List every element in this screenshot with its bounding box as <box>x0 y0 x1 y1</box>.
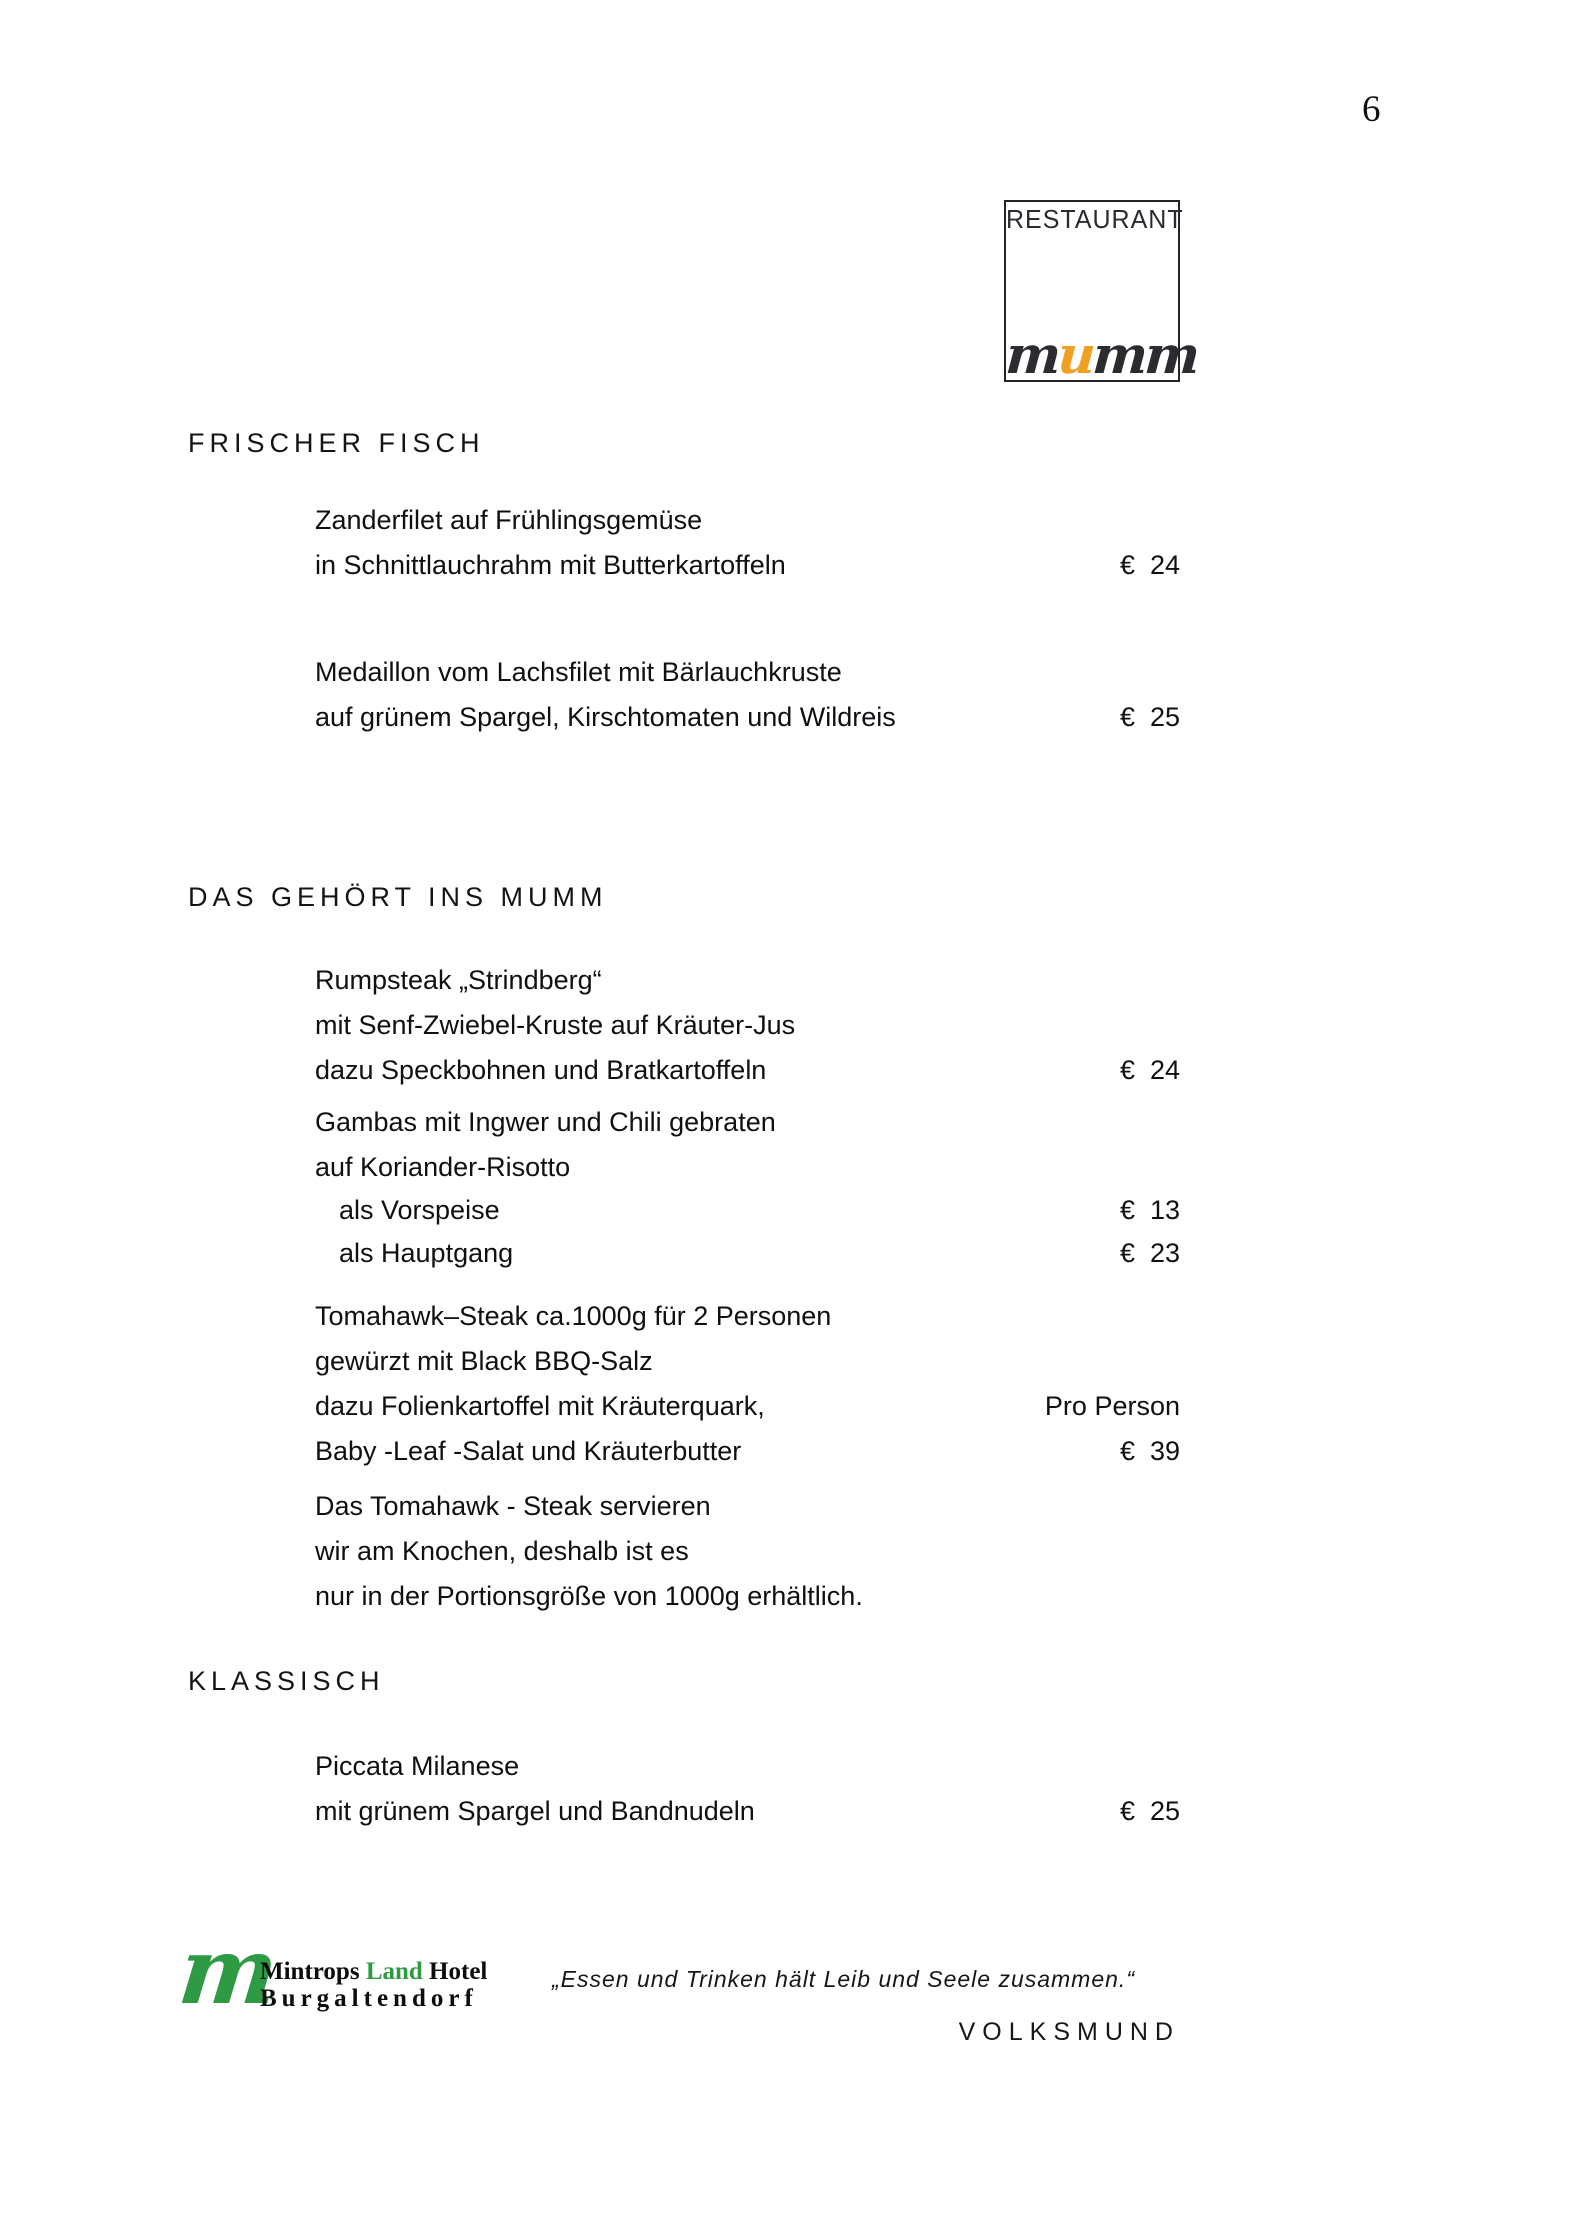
menu-item-line: auf grünem Spargel, Kirschtomaten und Wildreis <box>315 702 896 732</box>
logo-brand-post: mm <box>1090 325 1200 386</box>
section-title-das-gehoert-ins-mumm: DAS GEHÖRT INS MUMM <box>188 882 608 912</box>
menu-item-line: in Schnittlauchrahm mit Butterkartoffeln <box>315 550 786 580</box>
price-medaillon: € 25 <box>1119 702 1180 732</box>
menu-item-line: mit grünem Spargel und Bandnudeln <box>315 1796 755 1826</box>
price-tomahawk: € 39 <box>1119 1436 1180 1466</box>
hotel-location: Burgaltendorf <box>260 1985 478 2012</box>
hotel-name-pre: Mintrops <box>260 1958 366 1985</box>
menu-item-line: Tomahawk–Steak ca.1000g für 2 Personen <box>315 1301 832 1331</box>
footer-attribution: VOLKSMUND <box>958 2018 1180 2046</box>
menu-item-line: dazu Folienkartoffel mit Kräuterquark, <box>315 1391 765 1421</box>
menu-item-line: Baby -Leaf -Salat und Kräuterbutter <box>315 1436 742 1466</box>
price-rumpsteak: € 24 <box>1119 1055 1180 1085</box>
hotel-logo-m-icon: m <box>174 1917 284 2025</box>
menu-item-line: mit Senf-Zwiebel-Kruste auf Kräuter-Jus <box>315 1010 796 1040</box>
menu-item-line: Piccata Milanese <box>315 1751 520 1781</box>
menu-item-rumpsteak <box>315 958 795 1093</box>
note-line: wir am Knochen, deshalb ist es <box>315 1536 689 1566</box>
tomahawk-note <box>315 1484 863 1619</box>
logo-brand-accent-letter: u <box>1055 325 1095 386</box>
gambas-option-vorspeise: als Vorspeise <box>339 1195 500 1225</box>
section-title-klassisch: KLASSISCH <box>188 1666 385 1696</box>
menu-item-line: Medaillon vom Lachsfilet mit Bärlauchkruste <box>315 657 842 687</box>
menu-item-medaillon <box>315 650 896 740</box>
price-gambas-hauptgang: € 23 <box>1119 1238 1180 1268</box>
price-gambas-vorspeise: € 13 <box>1119 1195 1180 1225</box>
menu-item-tomahawk <box>315 1294 831 1474</box>
menu-item-line: dazu Speckbohnen und Bratkartoffeln <box>315 1055 767 1085</box>
note-line: Das Tomahawk - Steak servieren <box>315 1491 711 1521</box>
price-piccata: € 25 <box>1119 1796 1180 1826</box>
menu-item-line: Gambas mit Ingwer und Chili gebraten <box>315 1107 776 1137</box>
logo-brand-wordmark <box>1003 325 1200 386</box>
menu-item-gambas <box>315 1100 776 1190</box>
footer-quote: „Essen und Trinken hält Leib und Seele zusammen.“ <box>552 1966 1135 1992</box>
logo-restaurant-label: RESTAURANT <box>1006 205 1184 235</box>
logo-brand-pre: m <box>1003 325 1061 386</box>
hotel-name <box>260 1958 487 1985</box>
section-title-frischer-fisch: FRISCHER FISCH <box>188 428 485 458</box>
restaurant-logo <box>1003 200 1200 386</box>
price-zanderfilet: € 24 <box>1119 550 1180 580</box>
gambas-option-hauptgang: als Hauptgang <box>339 1238 514 1268</box>
hotel-name-post: Hotel <box>422 1958 488 1985</box>
note-line: nur in der Portionsgröße von 1000g erhältlich. <box>315 1581 863 1611</box>
page-number: 6 <box>1362 89 1381 130</box>
menu-item-line: gewürzt mit Black BBQ-Salz <box>315 1346 653 1376</box>
menu-item-line: Rumpsteak „Strindberg“ <box>315 965 602 995</box>
hotel-name-accent: Land <box>365 1958 423 1985</box>
menu-item-line: auf Koriander-Risotto <box>315 1152 571 1182</box>
price-qualifier-tomahawk: Pro Person <box>1044 1391 1180 1421</box>
menu-item-piccata <box>315 1744 755 1834</box>
menu-item-line: Zanderfilet auf Frühlingsgemüse <box>315 505 703 535</box>
menu-item-zanderfilet <box>315 498 786 588</box>
